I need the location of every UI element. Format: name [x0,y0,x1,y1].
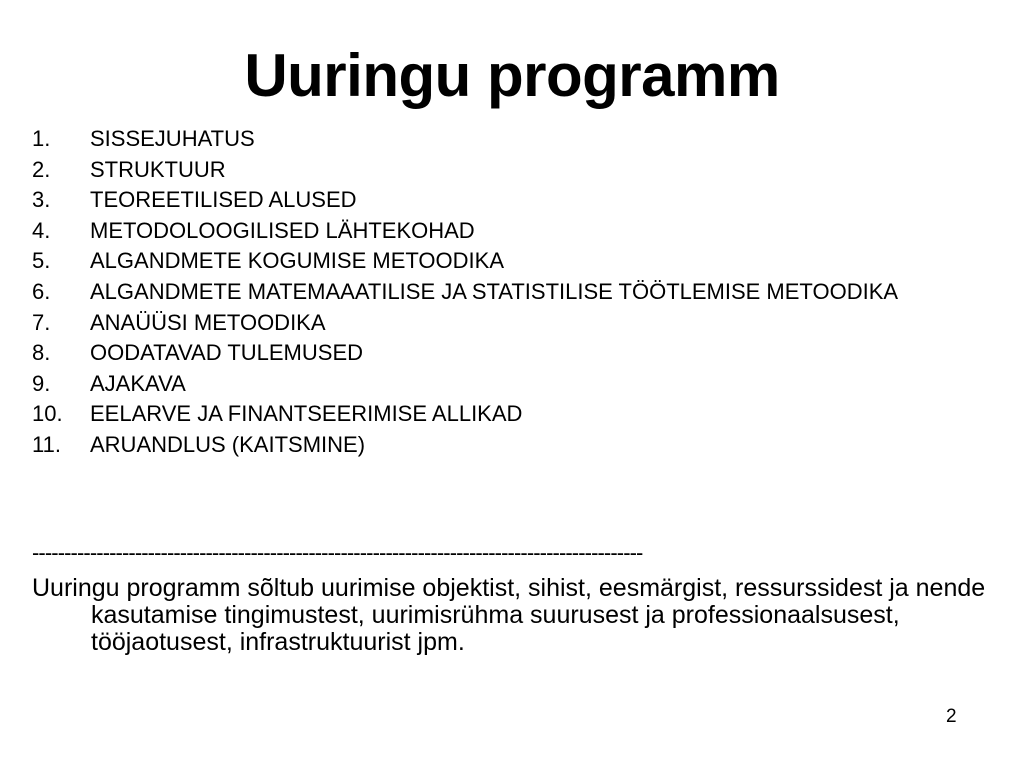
list-item [32,311,932,335]
item-number: 9. [32,370,51,396]
item-number: 6. [32,278,51,304]
item-text: OODATAVAD TULEMUSED [90,340,364,366]
item-number: 2. [32,156,51,182]
item-text: ANAÜÜSI METOODIKA [90,309,326,335]
item-text: ARUANDLUS (KAITSMINE) [90,431,366,457]
list-item [32,433,932,457]
list-item [32,127,932,151]
item-text: STRUKTUUR [90,156,226,182]
item-number: 7. [32,309,51,335]
item-text: EELARVE JA FINANTSEERIMISE ALLIKAD [90,401,523,427]
item-text: ALGANDMETE KOGUMISE METOODIKA [90,248,504,274]
item-number: 3. [32,187,51,213]
item-text: SISSEJUHATUS [90,126,255,151]
item-number: 11. [32,431,61,457]
item-number: 8. [32,340,51,366]
program-outline-list [32,127,932,464]
slide-page-number: 2 [946,706,957,727]
item-number: 1. [32,126,51,151]
explanatory-note: Uuringu programm sõltub uurimise objektist, sihist, eesmärgist, ressurssidest ja nende kasutamise tingimustest, uurimisrühma suurusest ja professionaalsusest, tööjaotusest, infrastruktuurist jpm. [32,574,986,656]
item-number: 5. [32,248,51,274]
item-text: METODOLOOGILISED LÄHTEKOHAD [90,217,475,243]
dashed-divider: ----------------------------------------------------------------------------------------------- [32,540,643,565]
item-text: AJAKAVA [90,370,186,396]
list-item [32,219,932,243]
list-item [32,341,932,365]
slide-title: Uuringu programm [244,42,780,109]
list-item [32,188,932,212]
list-item [32,158,932,182]
item-text: TEOREETILISED ALUSED [90,187,357,213]
item-text: ALGANDMETE MATEMAAATILISE JA STATISTILISE TÖÖTLEMISE METOODIKA [90,278,899,304]
item-number: 4. [32,217,51,243]
list-item [32,249,932,273]
list-item [32,372,932,396]
list-item [32,280,932,304]
item-number: 10. [32,401,63,427]
list-item [32,402,932,426]
